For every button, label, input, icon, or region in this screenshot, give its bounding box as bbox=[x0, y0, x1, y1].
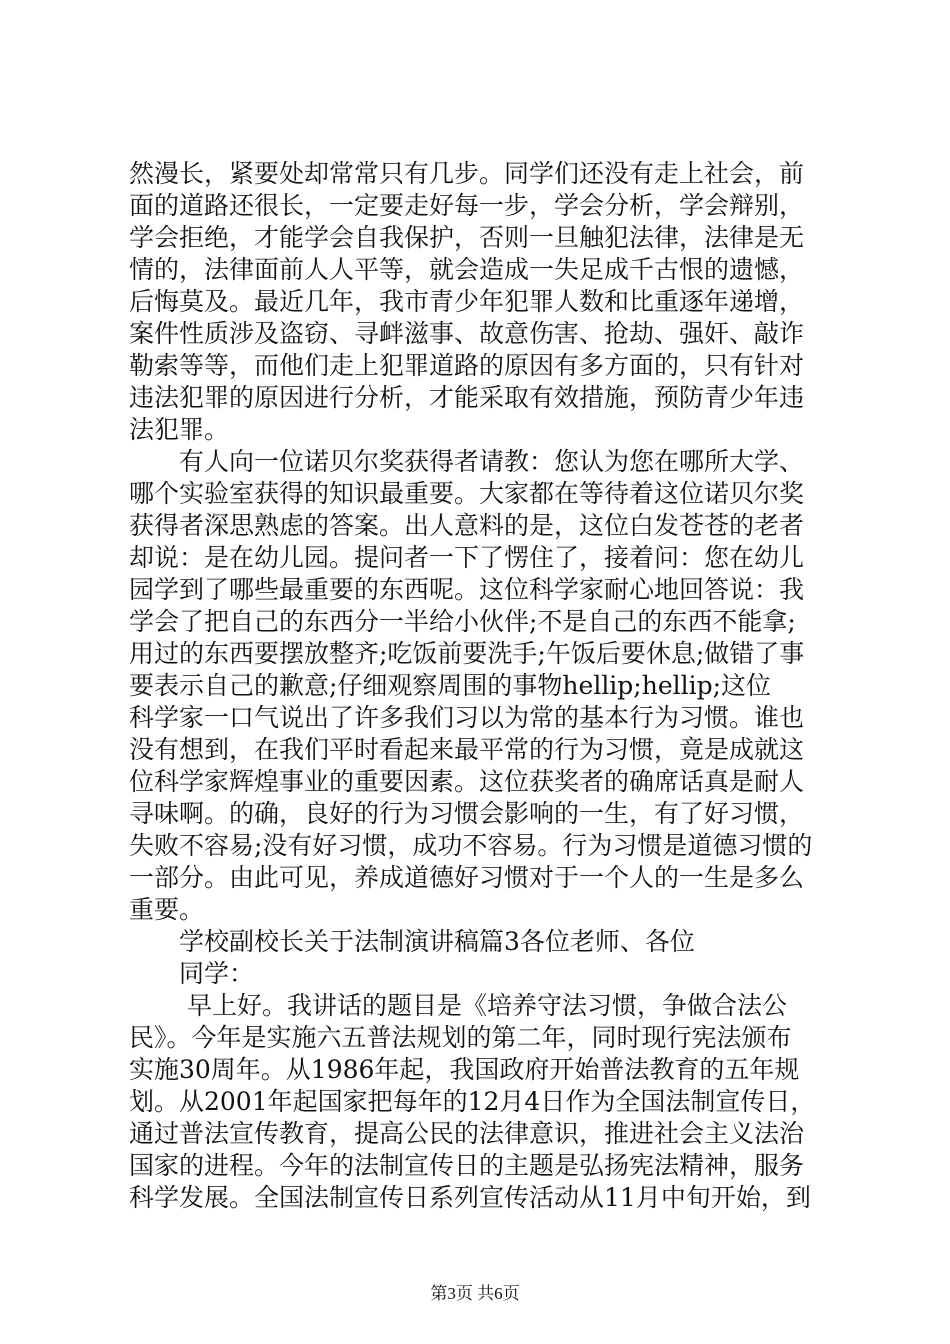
text-line: 情的，法律面前人人平等，就会造成一失足成千古恨的遗憾， bbox=[129, 255, 805, 284]
text-line: 获得者深思熟虑的答案。出人意料的是，这位白发苍苍的老者 bbox=[129, 511, 805, 540]
text-line: 划。从2001年起国家把每年的12月4日作为全国法制宣传日， bbox=[129, 1087, 816, 1116]
text-line: 要表示自己的歉意;仔细观察周围的事物hellip;hellip;这位 bbox=[129, 671, 772, 700]
text-line: 科学发展。全国法制宣传日系列宣传活动从11月中旬开始，到 bbox=[129, 1183, 811, 1212]
text-line: 后悔莫及。最近几年，我市青少年犯罪人数和比重逐年递增， bbox=[129, 287, 805, 316]
text-line: 园学到了哪些最重要的东西呢。这位科学家耐心地回答说：我 bbox=[129, 575, 805, 604]
text-line: 却说：是在幼儿园。提问者一下了愣住了，接着问：您在幼儿 bbox=[129, 543, 805, 572]
text-line: 有人向一位诺贝尔奖获得者请教：您认为您在哪所大学、 bbox=[129, 447, 805, 476]
text-line: 然漫长，紧要处却常常只有几步。同学们还没有走上社会，前 bbox=[129, 159, 805, 188]
text-line: 实施30周年。从1986年起，我国政府开始普法教育的五年规 bbox=[129, 1055, 800, 1084]
text-line: 法犯罪。 bbox=[129, 415, 230, 444]
text-line: 学校副校长关于法制演讲稿篇3各位老师、各位 bbox=[129, 927, 695, 956]
text-line: 学会拒绝，才能学会自我保护，否则一旦触犯法律，法律是无 bbox=[129, 223, 805, 252]
text-line: 科学家一口气说出了许多我们习以为常的基本行为习惯。谁也 bbox=[129, 703, 805, 732]
text-line: 早上好。我讲话的题目是《培养守法习惯，争做合法公 bbox=[129, 991, 787, 1020]
text-line: 没有想到，在我们平时看起来最平常的行为习惯，竟是成就这 bbox=[129, 735, 805, 764]
text-line: 重要。 bbox=[129, 895, 205, 924]
text-line: 同学： bbox=[129, 959, 255, 988]
text-line: 通过普法宣传教育，提高公民的法律意识，推进社会主义法治 bbox=[129, 1119, 805, 1148]
text-line: 哪个实验室获得的知识最重要。大家都在等待着这位诺贝尔奖 bbox=[129, 479, 805, 508]
text-line: 用过的东西要摆放整齐;吃饭前要洗手;午饭后要休息;做错了事 bbox=[129, 639, 805, 668]
page-footer: 第3页 共6页 bbox=[430, 1284, 520, 1303]
text-line: 学会了把自己的东西分一半给小伙伴;不是自己的东西不能拿; bbox=[129, 607, 796, 636]
text-line: 寻味啊。的确，良好的行为习惯会影响的一生，有了好习惯， bbox=[129, 799, 805, 828]
text-line: 一部分。由此可见，养成道德好习惯对于一个人的一生是多么 bbox=[129, 863, 805, 892]
text-line: 失败不容易;没有好习惯，成功不容易。行为习惯是道德习惯的 bbox=[129, 831, 813, 860]
text-line: 违法犯罪的原因进行分析，才能采取有效措施，预防青少年违 bbox=[129, 383, 805, 412]
text-line: 案件性质涉及盗窃、寻衅滋事、故意伤害、抢劫、强奸、敲诈 bbox=[129, 319, 805, 348]
text-line: 位科学家辉煌事业的重要因素。这位获奖者的确席话真是耐人 bbox=[129, 767, 805, 796]
text-line: 面的道路还很长，一定要走好每一步，学会分析，学会辩别， bbox=[129, 191, 805, 220]
text-line: 勒索等等，而他们走上犯罪道路的原因有多方面的，只有针对 bbox=[129, 351, 805, 380]
document-body bbox=[129, 158, 841, 1214]
text-line: 国家的进程。今年的法制宣传日的主题是弘扬宪法精神，服务 bbox=[129, 1151, 805, 1180]
text-line: 民》。今年是实施六五普法规划的第二年，同时现行宪法颁布 bbox=[129, 1023, 792, 1052]
